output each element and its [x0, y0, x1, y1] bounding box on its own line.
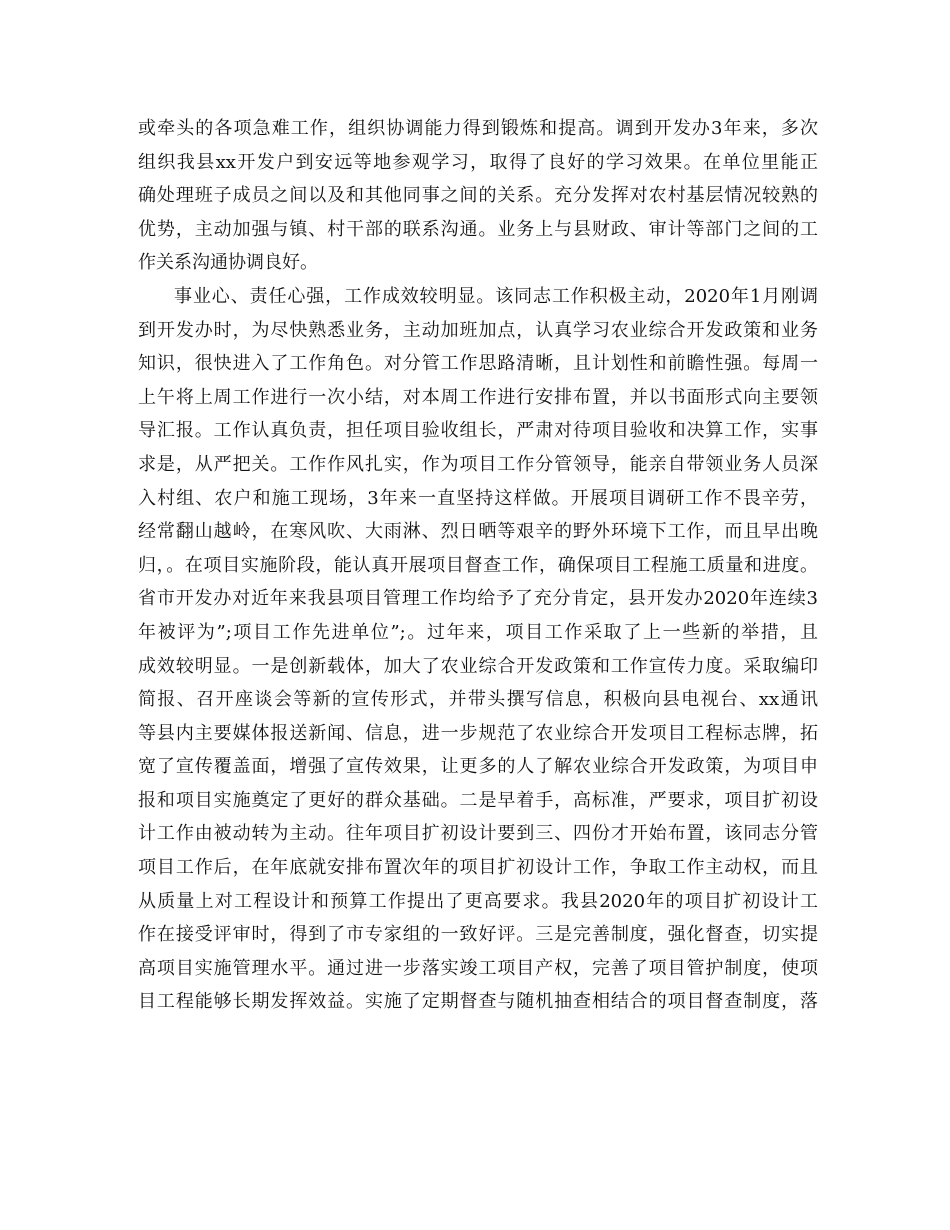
- text-line: 作在接受评审时，得到了市专家组的一致好评。三是完善制度，强化督查，切实提: [138, 924, 818, 946]
- text-line: 优势，主动加强与镇、村干部的联系沟通。业务上与县财政、审计等部门之间的工: [138, 218, 818, 240]
- text-line: 报和项目实施奠定了更好的群众基础。二是早着手，高标准，严要求，项目扩初设: [138, 789, 818, 811]
- text-line: 计工作由被动转为主动。往年项目扩初设计要到三、四份才开始布置，该同志分管: [138, 823, 818, 845]
- text-line: 上午将上周工作进行一次小结，对本周工作进行安排布置，并以书面形式向主要领: [138, 386, 818, 408]
- text-line: 等县内主要媒体报送新闻、信息，进一步规范了农业综合开发项目工程标志牌，拓: [138, 722, 818, 744]
- text-line: 高项目实施管理水平。通过进一步落实竣工项目产权，完善了项目管护制度，使项: [138, 957, 818, 979]
- text-line: 年被评为”;项目工作先进单位”;。过年来，项目工作采取了上一些新的举措，且: [138, 621, 818, 643]
- text-line: 导汇报。工作认真负责，担任项目验收组长，严肃对待项目验收和决算工作，实事: [138, 420, 818, 442]
- text-line: 到开发办时，为尽快熟悉业务，主动加班加点，认真学习农业综合开发政策和业务: [138, 319, 818, 341]
- document-body: [138, 112, 818, 1019]
- text-line: 成效较明显。一是创新载体，加大了农业综合开发政策和工作宣传力度。采取编印: [138, 655, 818, 677]
- text-line: 知识，很快进入了工作角色。对分管工作思路清晰，且计划性和前瞻性强。每周一: [138, 353, 818, 375]
- text-line: 作关系沟通协调良好。: [138, 252, 318, 274]
- text-line: 入村组、农户和施工现场，3年来一直坚持这样做。开展项目调研工作不畏辛劳，: [138, 487, 818, 509]
- text-line: 事业心、责任心强，工作成效较明显。该同志工作积极主动，2020年1月刚调: [174, 285, 818, 307]
- text-line: 组织我县xx开发户到安远等地参观学习，取得了良好的学习效果。在单位里能正: [138, 151, 818, 173]
- text-line: 确处理班子成员之间以及和其他同事之间的关系。充分发挥对农村基层情况较熟的: [138, 185, 818, 207]
- text-line: 从质量上对工程设计和预算工作提出了更高要求。我县2020年的项目扩初设计工: [138, 890, 818, 912]
- text-line: 简报、召开座谈会等新的宣传形式，并带头撰写信息，积极向县电视台、xx通讯: [138, 689, 818, 711]
- text-line: 经常翻山越岭，在寒风吹、大雨淋、烈日晒等艰辛的野外环境下工作，而且早出晚: [138, 521, 818, 543]
- text-line: 归，。在项目实施阶段，能认真开展项目督查工作，确保项目工程施工质量和进度。: [138, 554, 818, 576]
- text-line: 宽了宣传覆盖面，增强了宣传效果，让更多的人了解农业综合开发政策，为项目申: [138, 756, 818, 778]
- text-line: 项目工作后，在年底就安排布置次年的项目扩初设计工作，争取工作主动权，而且: [138, 857, 818, 879]
- text-line: 求是，从严把关。工作作风扎实，作为项目工作分管领导，能亲自带领业务人员深: [138, 453, 818, 475]
- text-line: 省市开发办对近年来我县项目管理工作均给予了充分肯定，县开发办2020年连续3: [138, 588, 818, 610]
- text-line: 目工程能够长期发挥效益。实施了定期督查与随机抽查相结合的项目督查制度，落: [138, 991, 818, 1013]
- text-line: 或牵头的各项急难工作，组织协调能力得到锻炼和提高。调到开发办3年来，多次: [138, 118, 818, 139]
